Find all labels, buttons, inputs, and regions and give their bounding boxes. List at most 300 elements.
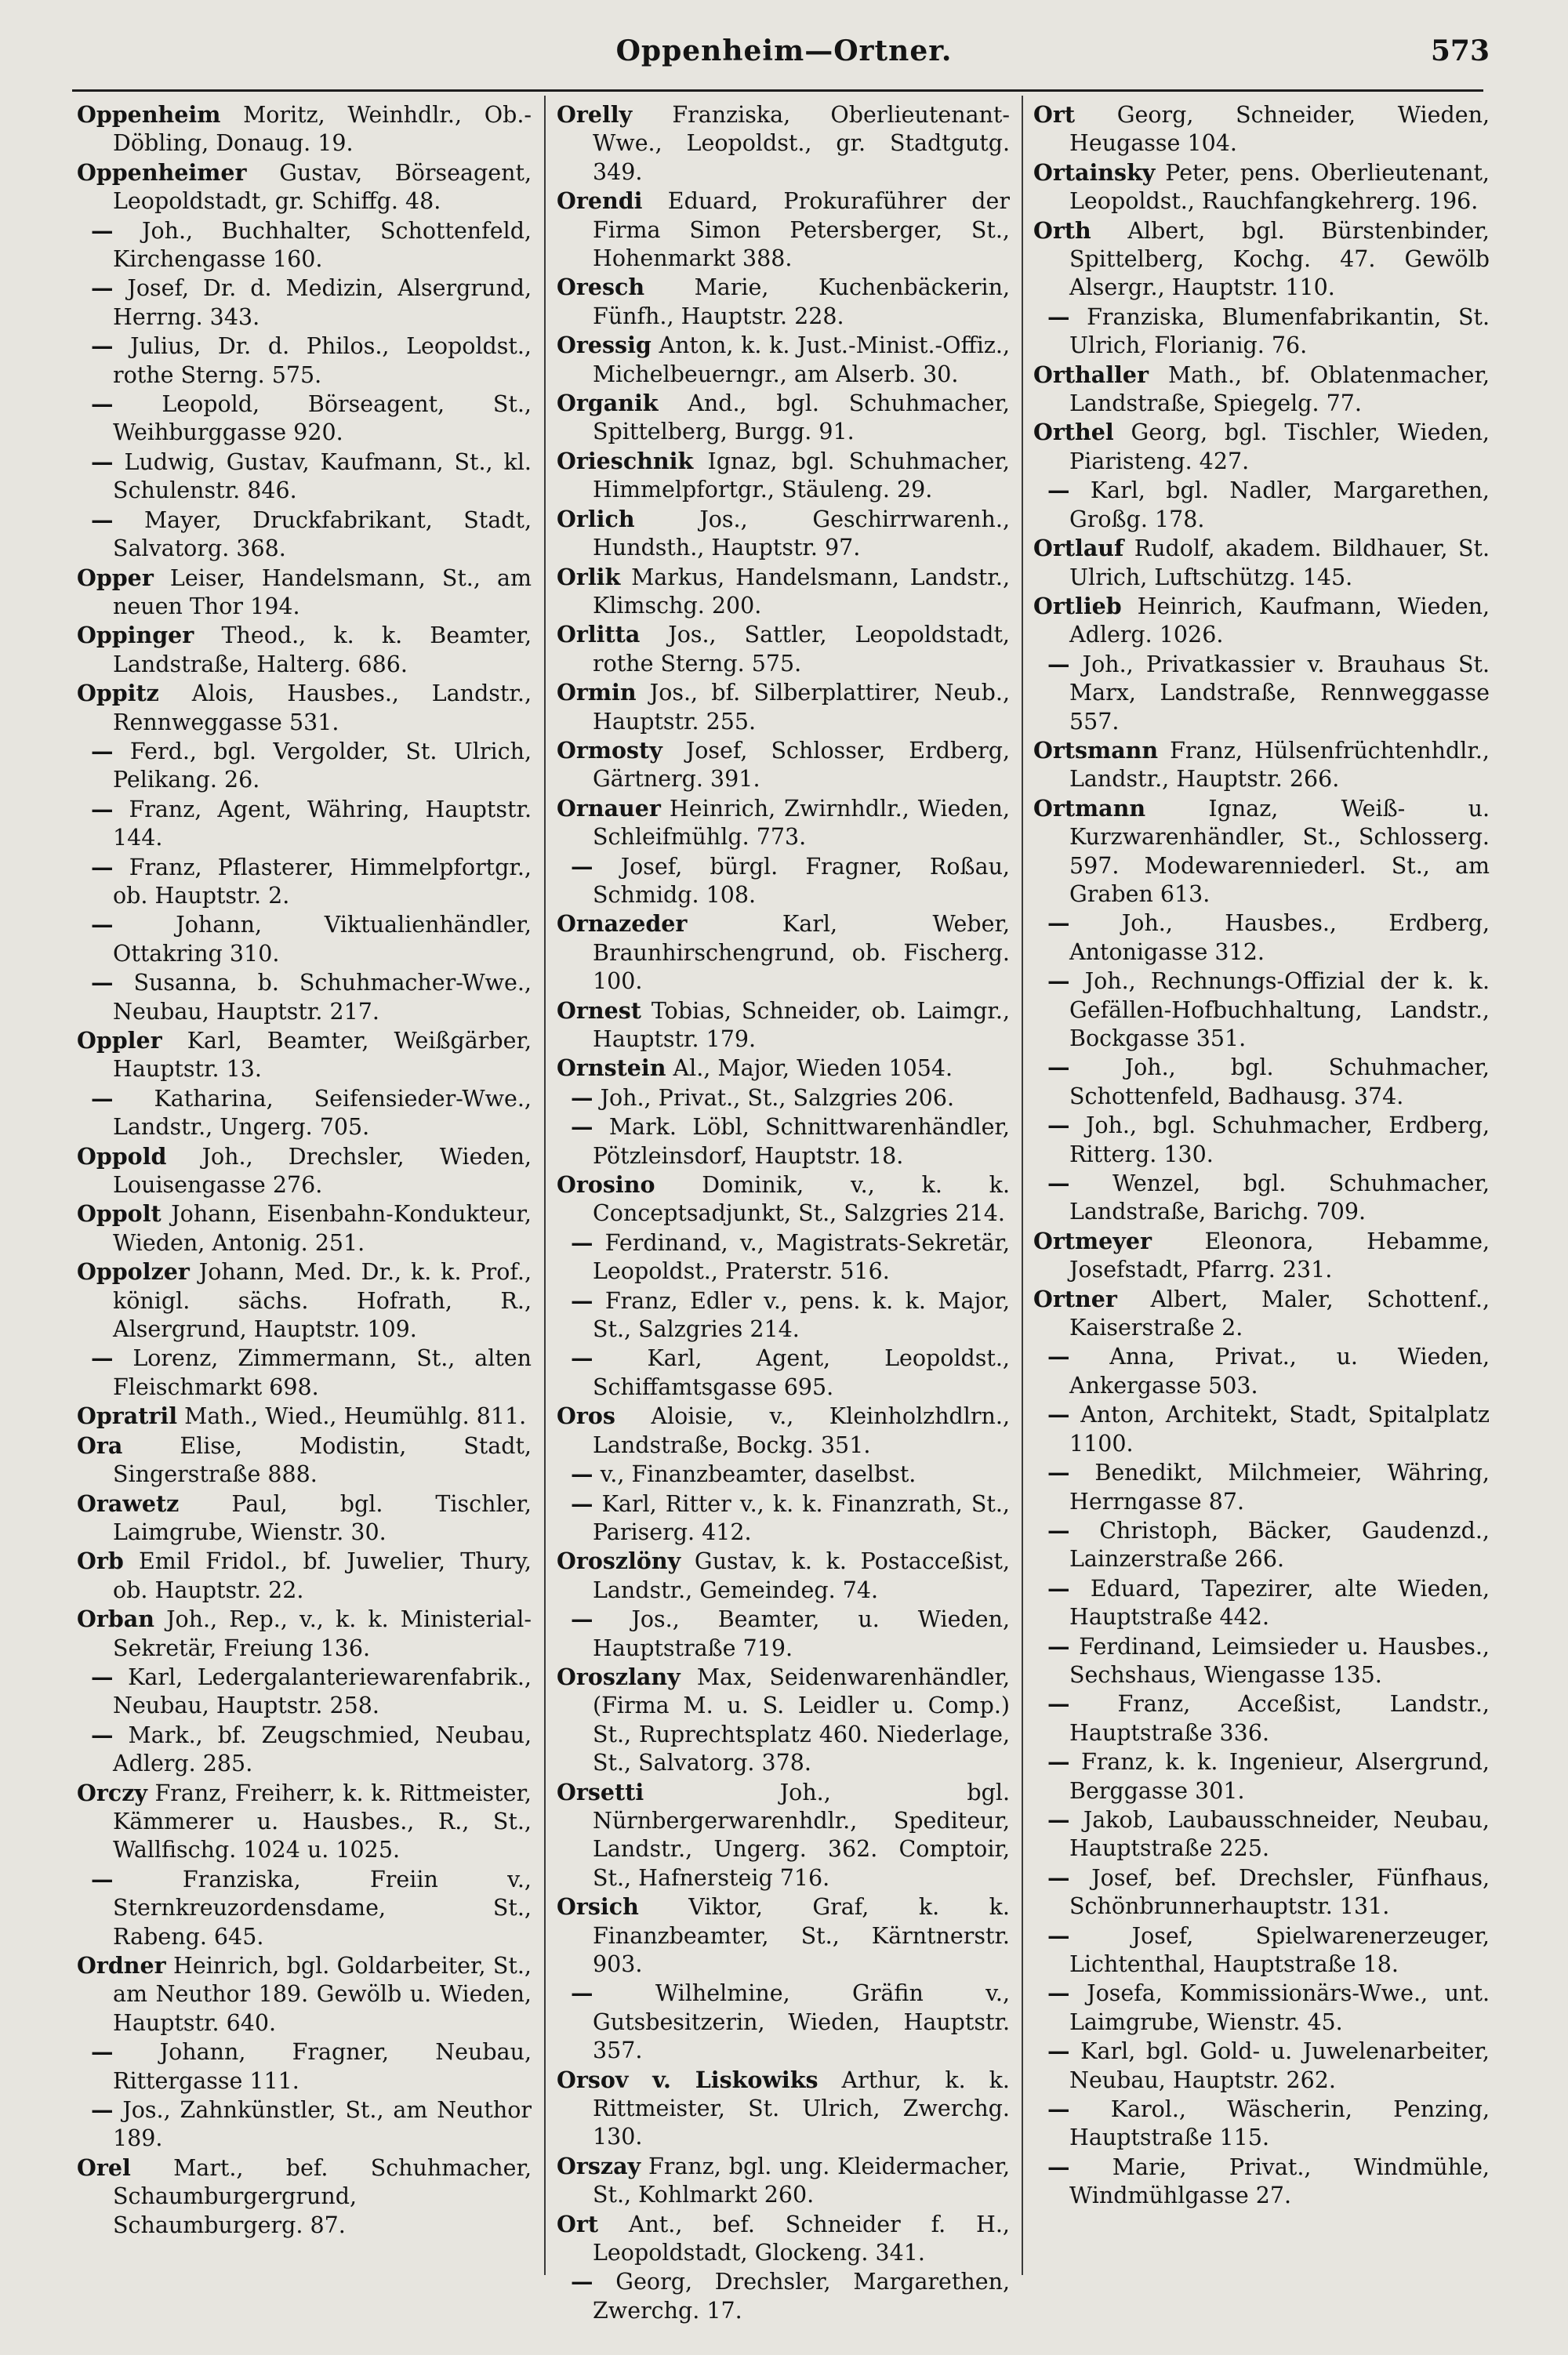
entry-surname: — [1047, 1805, 1070, 1833]
entry-details: Heinrich, bgl. Goldarbeiter, St., am Neuthor 189. Gewölb u. Wieden, Hauptstr. 640. [113, 1953, 532, 2036]
entry-surname: Orsich [557, 1893, 639, 1921]
directory-entry [557, 1979, 1010, 2065]
entry-details: Joh., bgl. Nürnbergerwarenhdlr., Spediteur, Landstr., Ungerg. 362. Comptoir, St., Hafnersteig 716. [593, 1779, 1010, 1891]
directory-entry [1033, 1574, 1490, 1632]
entry-details: Dominik, v., k. k. Conceptsadjunkt, St., Salzgries 214. [593, 1172, 1011, 1227]
entry-surname: Oressig [557, 332, 652, 359]
entry-surname: — [91, 506, 114, 533]
directory-entry [77, 274, 532, 332]
directory-entry [1033, 476, 1490, 534]
entry-surname: — [1047, 1748, 1070, 1776]
directory-entry [557, 1112, 1010, 1170]
entry-surname: — [571, 1228, 593, 1256]
directory-entry [1033, 1747, 1490, 1805]
directory-entry [77, 390, 532, 448]
entry-details: Albert, bgl. Bürstenbinder, Spittelberg, Kochg. 47. Gewölb Alsergr., Hauptstr. 110. [1069, 217, 1490, 301]
entry-surname: — [1047, 967, 1070, 995]
entry-surname: Orban [77, 1606, 154, 1633]
directory-entry [1033, 303, 1490, 361]
column-3 [1033, 100, 1490, 2211]
directory-entry [77, 448, 532, 506]
directory-entry [77, 2096, 532, 2154]
directory-entry [557, 331, 1010, 389]
entry-details: Karl, Beamter, Weißgärber, Hauptstr. 13. [113, 1028, 532, 1083]
entry-surname: — [91, 332, 114, 360]
entry-details: Ferd., bgl. Vergolder, St. Ulrich, Pelikang. 26. [113, 738, 532, 793]
directory-entry [1033, 2153, 1490, 2211]
directory-entry [557, 1605, 1010, 1663]
entry-surname: Ortmeyer [1033, 1227, 1152, 1254]
entry-surname: Orieschnik [557, 447, 694, 474]
entry-surname: Ortainsky [1033, 158, 1156, 186]
entry-details: Franz, bgl. ung. Kleidermacher, St., Kohlmarkt 260. [593, 2153, 1011, 2208]
entry-details: Josef, Dr. d. Medizin, Alsergrund, Herrng. 343. [113, 275, 532, 330]
directory-entry [557, 2066, 1010, 2152]
directory-entry [1033, 967, 1490, 1053]
entry-details: Franziska, Freiin v., Sternkreuzordensdame, St., Rabeng. 645. [113, 1866, 532, 1950]
entry-details: Eduard, Tapezirer, alte Wieden, Hauptstraße 442. [1069, 1575, 1490, 1631]
entry-details: Joh., bgl. Schuhmacher, Erdberg, Ritterg. 130. [1069, 1112, 1490, 1167]
entry-surname: — [1047, 1516, 1070, 1544]
entry-surname: — [1047, 1459, 1070, 1486]
entry-surname: Orczy [77, 1779, 147, 1806]
entry-surname: — [1047, 1343, 1070, 1370]
entry-details: Karl, Weber, Braunhirschengrund, ob. Fischerg. 100. [593, 911, 1010, 995]
directory-entry [557, 1547, 1010, 1605]
directory-entry [1033, 1689, 1490, 1747]
entry-surname: — [1047, 909, 1070, 937]
entry-details: Alois, Hausbes., Landstr., Rennweggasse 531. [113, 680, 532, 735]
directory-entry [77, 1779, 532, 1865]
entry-details: Eleonora, Hebamme, Josefstadt, Pfarrg. 231. [1069, 1228, 1490, 1283]
entry-surname: Ornauer [557, 794, 661, 822]
entry-details: Johann, Eisenbahn-Kondukteur, Wieden, Antonig. 251. [113, 1201, 532, 1256]
directory-entry [77, 2037, 532, 2096]
entry-details: Paul, bgl. Tischler, Laimgrube, Wienstr. 30. [113, 1490, 532, 1545]
directory-entry [557, 447, 1010, 505]
entry-surname: — [91, 911, 114, 938]
directory-entry [1033, 1516, 1490, 1574]
entry-details: Franz, Acceßist, Landstr., Hauptstraße 336. [1069, 1691, 1490, 1746]
entry-details: Franz, Agent, Währing, Hauptstr. 144. [113, 796, 532, 851]
entry-details: Peter, pens. Oberlieutenant, Leopoldst., Rauchfangkehrerg. 196. [1069, 159, 1490, 215]
entry-details: Ignaz, Weiß- u. Kurzwarenhändler, St., Schlosserg. 597. Modewarenniederl. St., am Graben 613. [1069, 795, 1490, 907]
directory-entry [77, 332, 532, 390]
entry-details: Joh., Rechnungs-Offizial der k. k. Gefällen-Hofbuchhaltung, Landstr., Bockgasse 351. [1069, 968, 1490, 1051]
directory-entry [1033, 794, 1490, 909]
directory-entry [557, 678, 1010, 736]
entry-surname: — [571, 1461, 593, 1488]
entry-surname: — [91, 1084, 114, 1112]
directory-entry [557, 1663, 1010, 1778]
directory-entry [77, 1663, 532, 1721]
entry-surname: — [1047, 1170, 1070, 1197]
entry-details: Georg, Schneider, Wieden, Heugasse 104. [1069, 102, 1490, 157]
page-header [0, 34, 1568, 82]
entry-details: Ignaz, bgl. Schuhmacher, Himmelpfortgr., Stäuleng. 29. [593, 448, 1010, 503]
directory-entry [77, 1199, 532, 1257]
entry-details: Karl, Agent, Leopoldst., Schiffamtsgasse 695. [593, 1345, 1010, 1400]
entry-surname: — [1047, 1863, 1070, 1891]
directory-entry [1033, 361, 1490, 419]
entry-details: Arthur, k. k. Rittmeister, St. Ulrich, Zwerchg. 130. [593, 2067, 1010, 2150]
entry-surname: — [571, 2268, 593, 2295]
directory-entry [77, 1865, 532, 1951]
directory-entry [77, 853, 532, 911]
entry-surname: Oppenheimer [77, 158, 247, 186]
entry-details: Josef, Schlosser, Erdberg, Gärtnerg. 391. [593, 737, 1011, 793]
entry-details: Mark. Löbl, Schnittwarenhändler, Pötzleinsdorf, Hauptstr. 18. [593, 1114, 1010, 1169]
directory-entry [1033, 418, 1490, 476]
entry-surname: — [1047, 1690, 1070, 1718]
entry-details: Karl, bgl. Gold- u. Juwelenarbeiter, Neubau, Hauptstr. 262. [1069, 2038, 1490, 2093]
entry-surname: Orthel [1033, 419, 1114, 446]
entry-details: Karl, Ritter v., k. k. Finanzrath, St., Pariserg. 412. [593, 1490, 1010, 1545]
entry-details: Leopold, Börseagent, St., Weihburggasse 920. [113, 391, 532, 446]
column-divider [544, 96, 546, 2275]
entry-surname: — [1047, 303, 1070, 330]
entry-surname: Ordner [77, 1952, 166, 1979]
directory-entry [77, 1084, 532, 1142]
entry-details: Ferdinand, v., Magistrats-Sekretär, Leopoldst., Praterstr. 516. [593, 1229, 1010, 1285]
directory-entry [77, 1951, 532, 2037]
column-1 [77, 100, 532, 2240]
directory-entry [557, 1892, 1010, 1979]
directory-entry [1033, 534, 1490, 592]
directory-entry [1033, 1342, 1490, 1400]
directory-entry [77, 1490, 532, 1548]
entry-surname: Orlitta [557, 621, 641, 648]
entry-details: Rudolf, akadem. Bildhauer, St. Ulrich, Luftschützg. 145. [1069, 535, 1490, 590]
entry-details: Mark., bf. Zeugschmied, Neubau, Adlerg. 285. [113, 1722, 532, 1777]
entry-surname: — [91, 216, 114, 244]
directory-entry [1033, 1285, 1490, 1343]
entry-surname: — [91, 2096, 114, 2124]
entry-surname: Orawetz [77, 1490, 180, 1517]
entry-details: Elise, Modistin, Stadt, Singerstraße 888. [113, 1432, 532, 1488]
entry-surname: Oroszlany [557, 1663, 681, 1690]
entry-surname: Orelly [557, 101, 633, 128]
entry-details: Franz, Edler v., pens. k. k. Major, St., Salzgries 214. [593, 1287, 1011, 1343]
entry-details: Leiser, Handelsmann, St., am neuen Thor 194. [113, 564, 532, 619]
entry-surname: Oppolt [77, 1200, 162, 1228]
entry-details: Franz, k. k. Ingenieur, Alsergrund, Berggasse 301. [1069, 1749, 1490, 1804]
entry-surname: — [1047, 650, 1070, 677]
directory-entry [1033, 2037, 1490, 2095]
directory-entry [1033, 216, 1490, 303]
entry-details: Christoph, Bäcker, Gaudenzd., Lainzerstraße 266. [1069, 1517, 1490, 1573]
entry-details: Marie, Kuchenbäckerin, Fünfh., Hauptstr. 228. [593, 274, 1010, 329]
directory-entry [77, 1605, 532, 1663]
directory-entry [77, 1257, 532, 1344]
entry-details: Jos., bf. Silberplattirer, Neub., Hauptstr. 255. [593, 680, 1010, 735]
entry-details: Joh., Drechsler, Wieden, Louisengasse 276. [113, 1143, 532, 1199]
entry-details: Ludwig, Gustav, Kaufmann, St., kl. Schulenstr. 846. [113, 448, 532, 504]
directory-entry [557, 794, 1010, 852]
directory-entry [557, 620, 1010, 678]
entry-surname: — [91, 795, 114, 822]
directory-entry [77, 2154, 532, 2240]
entry-surname: — [1047, 2153, 1070, 2180]
entry-details: Susanna, b. Schuhmacher-Wwe., Neubau, Hauptstr. 217. [113, 970, 532, 1025]
entry-surname: Oppenheim [77, 101, 221, 128]
directory-entry [1033, 1632, 1490, 1690]
directory-entry [1033, 2095, 1490, 2153]
entry-details: Benedikt, Milchmeier, Währing, Herrngasse 87. [1069, 1460, 1490, 1515]
entry-surname: Ort [1033, 101, 1076, 128]
entry-surname: — [91, 274, 114, 302]
directory-entry [557, 852, 1010, 910]
entry-details: Anton, k. k. Just.-Minist.-Offiz., Michelbeuerngr., am Alserb. 30. [593, 332, 1010, 387]
entry-details: Heinrich, Kaufmann, Wieden, Adlerg. 1026. [1069, 593, 1490, 648]
entry-surname: — [1047, 1054, 1070, 1081]
entry-surname: Ortlauf [1033, 535, 1124, 562]
directory-entry [557, 563, 1010, 621]
entry-details: Tobias, Schneider, ob. Laimgr., Hauptstr. 179. [593, 997, 1011, 1052]
entry-surname: Orsov v. Liskowiks [557, 2066, 818, 2093]
entry-details: Josef, bürgl. Fragner, Roßau, Schmidg. 108. [593, 853, 1010, 908]
entry-surname: Ormosty [557, 736, 662, 764]
directory-entry [557, 505, 1010, 563]
directory-entry [557, 1344, 1010, 1402]
entry-details: Josefa, Kommissionärs-Wwe., unt. Laimgrube, Wienstr. 45. [1069, 1980, 1490, 2035]
entry-surname: Ormin [557, 679, 637, 706]
entry-details: Albert, Maler, Schottenf., Kaiserstraße 2. [1069, 1286, 1490, 1341]
entry-surname: — [91, 969, 114, 996]
directory-entry [77, 621, 532, 679]
directory-entry [1033, 1111, 1490, 1169]
entry-surname: Oppolzer [77, 1258, 190, 1286]
directory-entry [1033, 650, 1490, 736]
column-divider [1022, 96, 1023, 2275]
directory-entry [77, 506, 532, 564]
entry-surname: Ornest [557, 996, 641, 1024]
entry-surname: — [91, 390, 114, 418]
directory-entry [1033, 1053, 1490, 1111]
directory-entry [557, 389, 1010, 447]
entry-surname: Orlik [557, 563, 621, 590]
directory-entry [557, 100, 1010, 187]
entry-surname: Opper [77, 564, 154, 591]
entry-surname: Oroszlöny [557, 1548, 681, 1575]
entry-surname: Oppinger [77, 622, 194, 649]
entry-surname: — [91, 853, 114, 880]
entry-surname: — [1047, 1921, 1070, 1949]
directory-entry [77, 795, 532, 853]
entry-surname: — [1047, 1632, 1070, 1660]
entry-details: Jos., Sattler, Leopoldstadt, rothe Sterng. 575. [593, 622, 1010, 677]
entry-surname: — [91, 1865, 114, 1892]
entry-details: Josef, bef. Drechsler, Fünfhaus, Schönbrunnerhauptstr. 131. [1069, 1864, 1490, 1920]
entry-details: Ant., bef. Schneider f. H., Leopoldstadt, Glockeng. 341. [593, 2211, 1010, 2266]
directory-entry [557, 736, 1010, 794]
entry-details: Lorenz, Zimmermann, St., alten Fleischmarkt 698. [113, 1345, 532, 1400]
entry-details: Joh., bgl. Schuhmacher, Schottenfeld, Badhausg. 374. [1069, 1054, 1490, 1109]
directory-entry [557, 1054, 1010, 1083]
entry-surname: — [571, 1344, 593, 1372]
entry-surname: Orb [77, 1548, 124, 1575]
entry-details: Mayer, Druckfabrikant, Stadt, Salvatorg. 368. [113, 506, 532, 562]
entry-details: Franziska, Blumenfabrikantin, St. Ulrich, Florianig. 76. [1069, 303, 1490, 359]
entry-surname: Orlich [557, 505, 635, 532]
entry-surname: Ortmann [1033, 794, 1146, 822]
directory-entry [557, 1170, 1010, 1228]
running-head: Oppenheim—Ortner. [615, 34, 953, 67]
directory-entry [77, 158, 532, 216]
entry-details: Karl, bgl. Nadler, Margarethen, Großg. 178. [1069, 477, 1490, 532]
directory-entry [1033, 1979, 1490, 2037]
entry-details: Math., bf. Oblatenmacher, Landstraße, Spiegelg. 77. [1069, 361, 1490, 417]
entry-details: Joh., Rep., v., k. k. Ministerial-Sekretär, Freiung 136. [113, 1606, 532, 1661]
entry-surname: Orsetti [557, 1778, 644, 1805]
entry-details: Ferdinand, Leimsieder u. Hausbes., Sechshaus, Wiengasse 135. [1069, 1633, 1490, 1688]
entry-surname: Orosino [557, 1171, 655, 1199]
entry-details: Emil Fridol., bf. Juwelier, Thury, ob. Hauptstr. 22. [113, 1548, 532, 1603]
entry-details: Johann, Med. Dr., k. k. Prof., königl. sächs. Hofrath, R., Alsergrund, Hauptstr. 109. [113, 1259, 532, 1343]
entry-surname: — [1047, 477, 1070, 504]
directory-entry [1033, 1805, 1490, 1863]
entry-details: Karl, Ledergalanteriewarenfabrik., Neubau, Hauptstr. 258. [113, 1664, 532, 1719]
entry-surname: Orendi [557, 187, 643, 215]
page-number: 573 [1430, 34, 1490, 67]
entry-surname: — [571, 1113, 593, 1141]
directory-entry [557, 1778, 1010, 1893]
directory-entry [77, 679, 532, 737]
entry-surname: Orel [77, 2154, 131, 2181]
entry-details: Markus, Handelsmann, Landstr., Klimschg. 200. [593, 564, 1010, 619]
directory-entry [77, 737, 532, 795]
entry-details: Gustav, Börseagent, Leopoldstadt, gr. Schiffg. 48. [113, 159, 532, 215]
column-2 [557, 100, 1010, 2325]
directory-entry [1033, 100, 1490, 158]
entry-details: Jos., Beamter, u. Wieden, Hauptstraße 719. [593, 1606, 1011, 1661]
entry-surname: — [571, 1490, 593, 1517]
entry-surname: — [91, 1721, 114, 1748]
directory-entry [1033, 736, 1490, 794]
directory-entry [77, 1142, 532, 1200]
directory-entry [1033, 1458, 1490, 1516]
entry-surname: Oppold [77, 1142, 167, 1170]
entry-details: Theod., k. k. Beamter, Landstraße, Halterg. 686. [113, 622, 532, 677]
entry-details: Julius, Dr. d. Philos., Leopoldst., rothe Sterng. 575. [113, 333, 532, 388]
entry-surname: — [91, 2038, 114, 2066]
entry-details: Franz, Freiherr, k. k. Rittmeister, Kämmerer u. Hausbes., R., St., Wallfischg. 1024 u. 1025. [113, 1780, 532, 1863]
directory-entry [557, 1402, 1010, 1460]
directory-entry [557, 2210, 1010, 2268]
entry-surname: — [1047, 1112, 1070, 1139]
entry-details: Max, Seidenwarenhändler, (Firma M. u. S. Leidler u. Comp.) St., Ruprechtsplatz 460. Niederlage, St., Salvatorg. 378. [593, 1664, 1011, 1776]
entry-surname: Oros [557, 1402, 615, 1430]
entry-details: Johann, Fragner, Neubau, Rittergasse 111. [113, 2039, 532, 2094]
entry-details: Katharina, Seifensieder-Wwe., Landstr., Ungerg. 705. [113, 1085, 532, 1141]
directory-entry [1033, 1400, 1490, 1458]
entry-surname: — [91, 448, 114, 475]
entry-surname: — [91, 1663, 114, 1690]
entry-surname: — [1047, 2096, 1070, 2123]
entry-surname: Orth [1033, 216, 1091, 244]
entry-surname: Ornazeder [557, 910, 688, 938]
entry-details: Joh., Buchhalter, Schottenfeld, Kirchengasse 160. [113, 217, 532, 273]
entry-surname: — [1047, 2037, 1070, 2065]
entry-surname: — [1047, 1401, 1070, 1428]
entry-surname: Ora [77, 1432, 123, 1459]
directory-entry [557, 909, 1010, 996]
entry-details: Anton, Architekt, Stadt, Spitalplatz 1100. [1069, 1402, 1490, 1457]
directory-entry [1033, 158, 1490, 216]
entry-details: Jos., Geschirrwarenh., Hundsth., Hauptstr. 97. [593, 506, 1011, 561]
entry-surname: — [1047, 1979, 1070, 2007]
entry-details: Franz, Hülsenfrüchtenhdlr., Landstr., Hauptstr. 266. [1069, 737, 1490, 793]
entry-surname: Opratril [77, 1402, 178, 1430]
entry-surname: Ort [557, 2210, 599, 2237]
entry-surname: Orszay [557, 2152, 641, 2179]
directory-entry [77, 1344, 532, 1402]
entry-details: Gustav, k. k. Postacceßist, Landstr., Gemeindeg. 74. [593, 1548, 1011, 1603]
directory-entry [557, 1083, 1010, 1112]
entry-surname: — [571, 1083, 593, 1111]
entry-details: Georg, Drechsler, Margarethen, Zwerchg. 17. [593, 2269, 1011, 2324]
directory-entry [77, 100, 532, 158]
entry-details: And., bgl. Schuhmacher, Spittelberg, Burgg. 91. [593, 390, 1010, 445]
directory-entry [77, 1026, 532, 1084]
entry-surname: Oppler [77, 1027, 162, 1054]
entry-surname: Ortlieb [1033, 592, 1122, 619]
directory-entry [1033, 1863, 1490, 1921]
entry-surname: — [1047, 1574, 1070, 1602]
directory-entry [77, 1547, 532, 1605]
directory-entry [1033, 909, 1490, 967]
directory-entry [557, 273, 1010, 331]
directory-entry [557, 2267, 1010, 2325]
directory-entry [77, 1432, 532, 1490]
entry-details: Moritz, Weinhdlr., Ob.-Döbling, Donaug. 19. [113, 102, 532, 157]
entry-details: Math., Wied., Heumühlg. 811. [184, 1403, 527, 1430]
directory-entry [1033, 592, 1490, 650]
entry-details: Franziska, Oberlieutenant-Wwe., Leopoldst., gr. Stadtgutg. 349. [593, 102, 1010, 185]
directory-entry [77, 1721, 532, 1779]
entry-details: Karol., Wäscherin, Penzing, Hauptstraße 115. [1069, 2096, 1490, 2151]
entry-surname: — [91, 1344, 114, 1372]
entry-surname: Organik [557, 390, 659, 417]
directory-entry [77, 1402, 532, 1431]
directory-entry [557, 2152, 1010, 2210]
entry-details: Wilhelmine, Gräfin v., Gutsbesitzerin, Wieden, Hauptstr. 357. [593, 1980, 1011, 2064]
entry-details: Aloisie, v., Kleinholzhdlrn., Landstraße, Bockg. 351. [593, 1403, 1011, 1458]
entry-details: Viktor, Graf, k. k. Finanzbeamter, St., Kärntnerstr. 903. [593, 1894, 1010, 1977]
entry-details: Josef, Spielwarenerzeuger, Lichtenthal, Hauptstraße 18. [1069, 1922, 1490, 1977]
entry-details: Georg, bgl. Tischler, Wieden, Piaristeng. 427. [1069, 419, 1490, 474]
entry-details: Johann, Viktualienhändler, Ottakring 310. [113, 912, 532, 967]
directory-entry [1033, 1921, 1490, 1979]
entry-details: Jakob, Laubausschneider, Neubau, Hauptstraße 225. [1069, 1806, 1490, 1862]
directory-entry [557, 1286, 1010, 1344]
entry-surname: Ortner [1033, 1285, 1117, 1312]
directory-entry [77, 216, 532, 274]
entry-details: Joh., Privat., St., Salzgries 206. [600, 1084, 955, 1111]
directory-entry [77, 968, 532, 1026]
directory-entry [557, 1228, 1010, 1286]
entry-details: Wenzel, bgl. Schuhmacher, Landstraße, Barichg. 709. [1069, 1170, 1490, 1225]
entry-details: Marie, Privat., Windmühle, Windmühlgasse 27. [1069, 2154, 1490, 2209]
entry-surname: Oresch [557, 274, 645, 301]
header-rule [72, 89, 1483, 92]
entry-details: Mart., bef. Schuhmacher, Schaumburgergrund, Schaumburgerg. 87. [113, 2154, 532, 2238]
directory-entry [557, 187, 1010, 273]
entry-surname: Ornstein [557, 1054, 666, 1082]
directory-entry [557, 996, 1010, 1054]
entry-surname: Ortsmann [1033, 736, 1159, 764]
entry-surname: — [571, 1606, 593, 1633]
